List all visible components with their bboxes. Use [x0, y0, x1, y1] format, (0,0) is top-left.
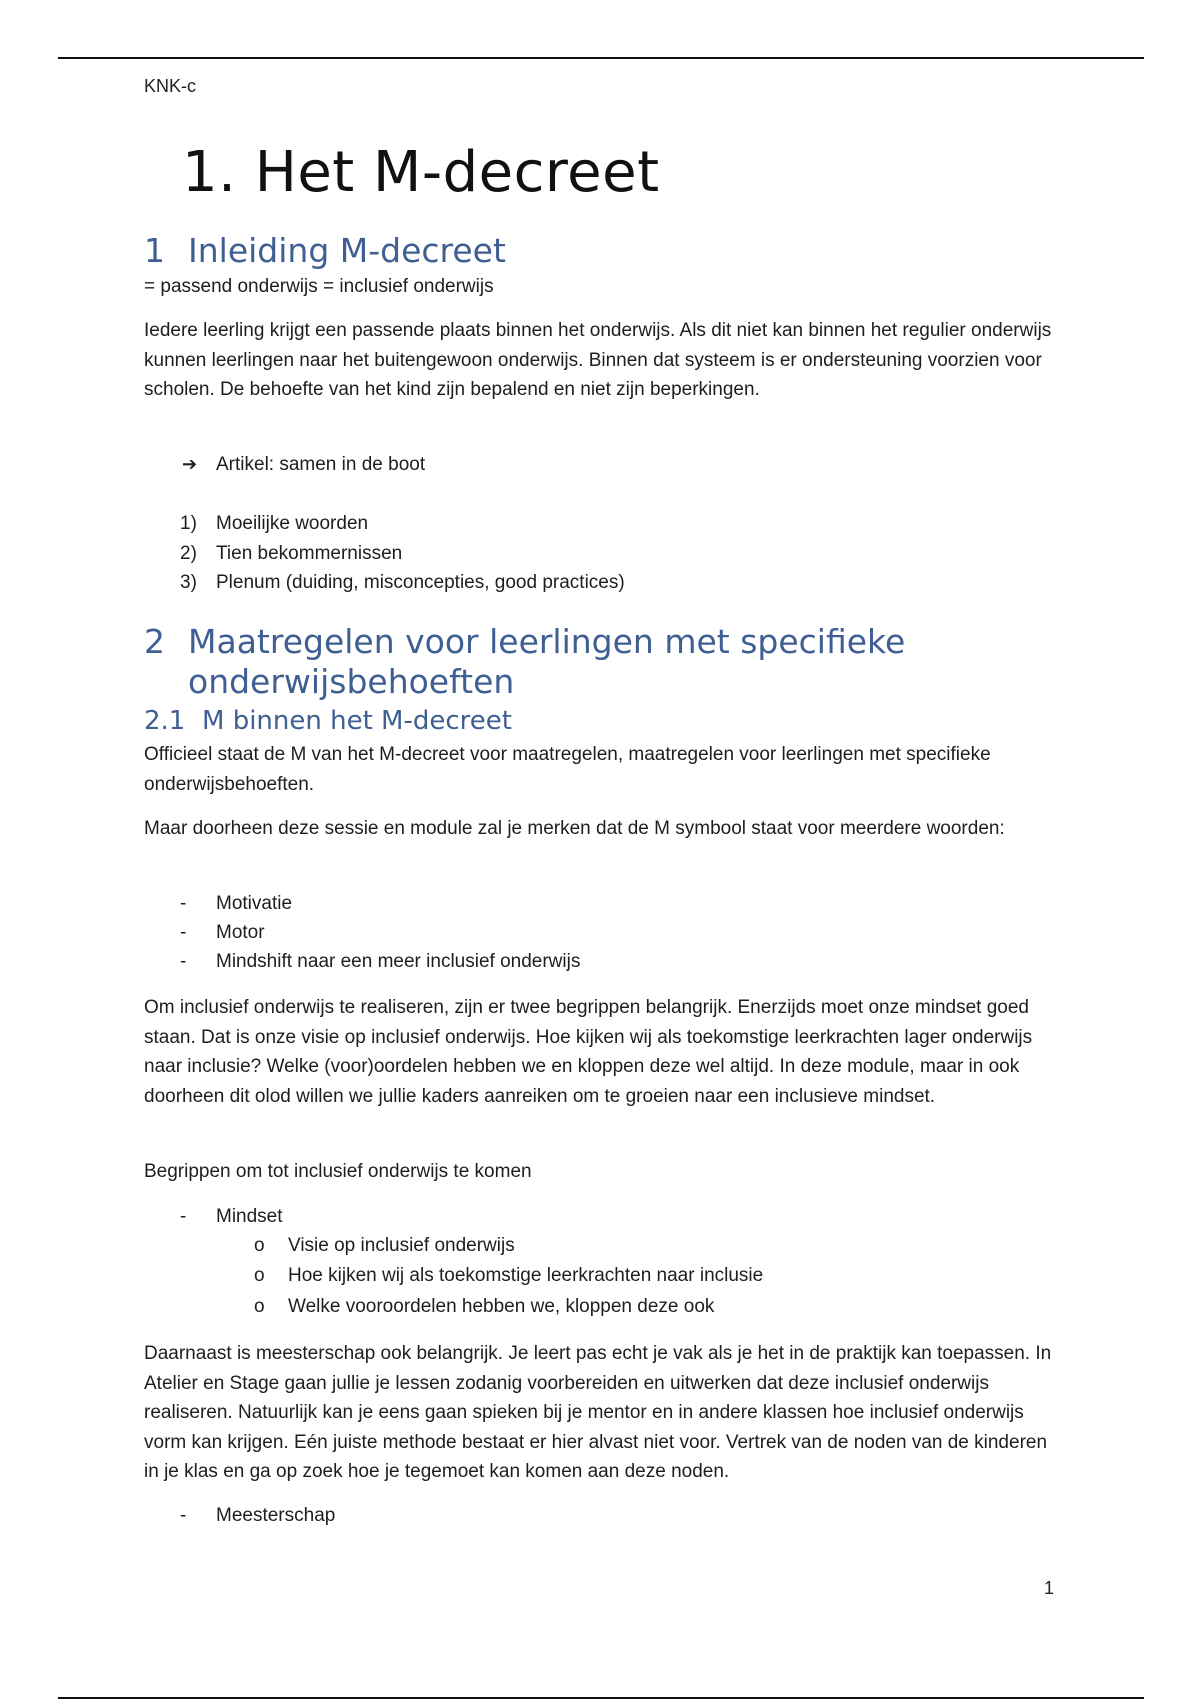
page-header: KNK-c	[144, 76, 197, 96]
dash-bullet: -	[180, 951, 187, 972]
page-number: 1	[1044, 1578, 1055, 1598]
list-item-text: Moeilijke woorden	[216, 513, 369, 534]
section-1-number: 1	[144, 231, 165, 270]
list-number: 2)	[180, 543, 197, 564]
subsection-paragraph-5: Daarnaast is meesterschap ook belangrijk. Je leert pas echt je vak als je het in de praktijk kan toepassen. In Atelier en Stage gaan jullie je lessen zodanig voorbereiden en uitwerken dat deze inclusief onderwijs realiseren. Natuurlijk kan je eens gaan spieken bij je mentor en in andere klassen hoe inclusief onderwijs vorm kan krijgen. Eén juiste methode bestaat er hier alvast niet voor. Vertrek van de noden van de kinderen in je klas en ga op zoek hoe je tegemoet kan komen aan deze noden.	[144, 1343, 1052, 1482]
top-rule	[58, 57, 1144, 59]
list-item-text: Visie op inclusief onderwijs	[288, 1235, 515, 1256]
arrow-icon: ➔	[182, 454, 198, 474]
list-number: 1)	[180, 513, 197, 534]
arrow-item-text: Artikel: samen in de boot	[216, 454, 426, 475]
section-1-heading	[144, 231, 948, 271]
subsection-paragraph-2: Maar doorheen deze sessie en module zal je merken dat de M symbool staat voor meerdere woorden:	[144, 818, 1005, 839]
list-item-text: Plenum (duiding, misconcepties, good practices)	[216, 572, 625, 593]
bottom-rule	[58, 1697, 1144, 1699]
subsection-2-1-number: 2.1	[144, 706, 186, 736]
list-item-text: Motivatie	[216, 893, 293, 914]
list-item-text: Meesterschap	[216, 1505, 336, 1526]
subsection-paragraph-3: Om inclusief onderwijs te realiseren, zijn er twee begrippen belangrijk. Enerzijds moet onze mindset goed staan. Dat is onze visie op inclusief onderwijs. Hoe kijken wij als toekomstige leerkrachten lager onderwijs naar inclusie? Welke (voor)oordelen hebben we en kloppen deze wel altijd. In deze module, maar in ook doorheen dit olod willen we jullie kaders aanreiken om te groeien naar een inclusieve mindset.	[144, 997, 1033, 1107]
circle-bullet: o	[254, 1296, 265, 1317]
section-1-subtitle: = passend onderwijs = inclusief onderwijs	[144, 276, 494, 297]
circle-bullet: o	[254, 1265, 265, 1286]
subsection-2-1-title: M binnen het M-decreet	[202, 706, 512, 736]
subsection-2-1-heading	[144, 706, 512, 736]
list-item-text: Motor	[216, 922, 265, 943]
dash-bullet: -	[180, 893, 187, 914]
list-item-text: Mindset	[216, 1206, 283, 1227]
list-item-text: Hoe kijken wij als toekomstige leerkrachten naar inclusie	[288, 1265, 764, 1286]
dash-bullet: -	[180, 1505, 187, 1526]
section-1-title: Inleiding M-decreet	[188, 231, 506, 270]
subsection-paragraph-4: Begrippen om tot inclusief onderwijs te komen	[144, 1161, 532, 1182]
section-1-paragraph: Iedere leerling krijgt een passende plaats binnen het onderwijs. Als dit niet kan binnen het regulier onderwijs kunnen leerlingen naar het buitengewoon onderwijs. Binnen dat systeem is er ondersteuning voorzien voor scholen. De behoefte van het kind zijn bepalend en niet zijn beperkingen.	[144, 320, 1052, 400]
dash-bullet: -	[180, 1206, 187, 1227]
document-title: 1. Het M-decreet	[182, 140, 660, 205]
section-2-title: Maatregelen voor leerlingen met specifieke onderwijsbehoeften	[188, 622, 906, 701]
list-number: 3)	[180, 572, 197, 593]
list-item-text: Welke vooroordelen hebben we, kloppen deze ook	[288, 1296, 715, 1317]
circle-bullet: o	[254, 1235, 265, 1256]
section-2-heading	[144, 622, 948, 702]
section-2-number: 2	[144, 622, 165, 661]
list-item-text: Tien bekommernissen	[216, 543, 403, 564]
dash-bullet: -	[180, 922, 187, 943]
list-item-text: Mindshift naar een meer inclusief onderwijs	[216, 951, 581, 972]
subsection-paragraph-1: Officieel staat de M van het M-decreet voor maatregelen, maatregelen voor leerlingen met specifieke onderwijsbehoeften.	[144, 744, 991, 795]
